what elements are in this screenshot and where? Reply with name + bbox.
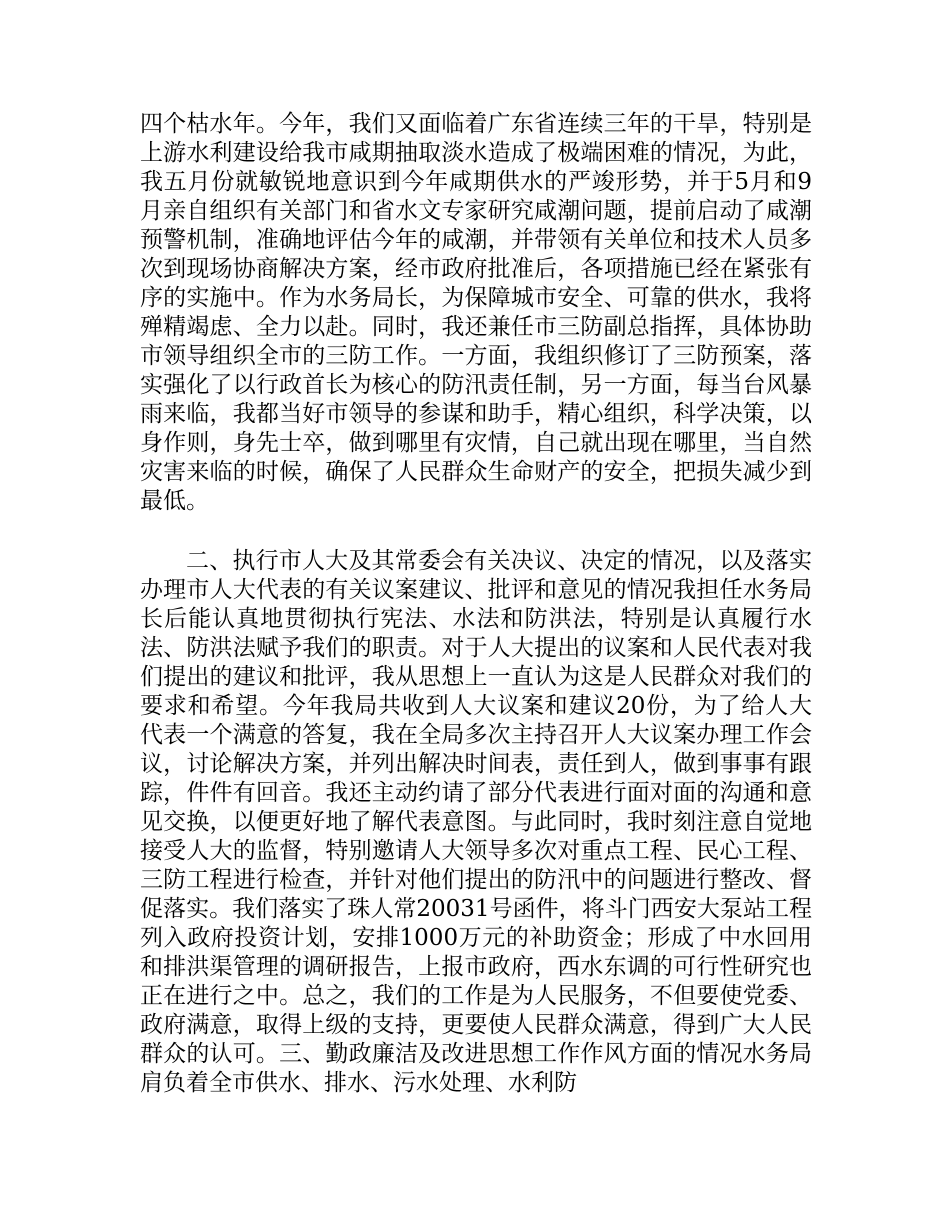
body-paragraph-2: 二、执行市人大及其常委会有关决议、决定的情况，以及落实办理市人大代表的有关议案建议、批评和意见的情况我担任水务局长后能认真地贯彻执行宪法、水法和防洪法，特别是认真履行水法、防洪法赋予我们的职责。对于人大提出的议案和人民代表对我们提出的建议和批评，我从思想上一直认为这是人民群众对我们的要求和希望。今年我局共收到人大议案和建议20份，为了给人大代表一个满意的答复，我在全局多次主持召开人大议案办理工作会议，讨论解决方案，并列出解决时间表，责任到人，做到事事有跟踪，件件有回音。我还主动约请了部分代表进行面对面的沟通和意见交换，以便更好地了解代表意图。与此同时，我时刻注意自觉地接受人大的监督，特别邀请人大领导多次对重点工程、民心工程、三防工程进行检查，并针对他们提出的防汛中的问题进行整改、督促落实。我们落实了珠人常20031号函件，将斗门西安大泵站工程列入政府投资计划，安排1000万元的补助资金；形成了中水回用和排洪渠管理的调研报告，上报市政府，西水东调的可行性研究也正在进行之中。总之，我们的工作是为人民服务，不但要使党委、政府满意，取得上级的支持，更要使人民群众满意，得到广大人民群众的认可。三、勤政廉洁及改进思想工作作风方面的情况水务局肩负着全市供水、排水、污水处理、水利防	[140, 548, 812, 1096]
body-paragraph-1: 四个枯水年。今年，我们又面临着广东省连续三年的干旱，特别是上游水利建设给我市咸期抽取淡水造成了极端困难的情况，为此，我五月份就敏锐地意识到今年咸期供水的严竣形势，并于5月和9月亲自组织有关部门和省水文专家研究咸潮问题，提前启动了咸潮预警机制，准确地评估今年的咸潮，并带领有关单位和技术人员多次到现场协商解决方案，经市政府批准后，各项措施已经在紧张有序的实施中。作为水务局长，为保障城市安全、可靠的供水，我将殚精竭虑、全力以赴。同时，我还兼任市三防副总指挥，具体协助市领导组织全市的三防工作。一方面，我组织修订了三防预案，落实强化了以行政首长为核心的防汛责任制，另一方面，每当台风暴雨来临，我都当好市领导的参谋和助手，精心组织，科学决策，以身作则，身先士卒，做到哪里有灾情，自己就出现在哪里，当自然灾害来临的时候，确保了人民群众生命财产的安全，把损失减少到最低。	[140, 111, 812, 514]
document-page	[140, 110, 812, 1098]
paragraph-spacer	[140, 516, 812, 547]
